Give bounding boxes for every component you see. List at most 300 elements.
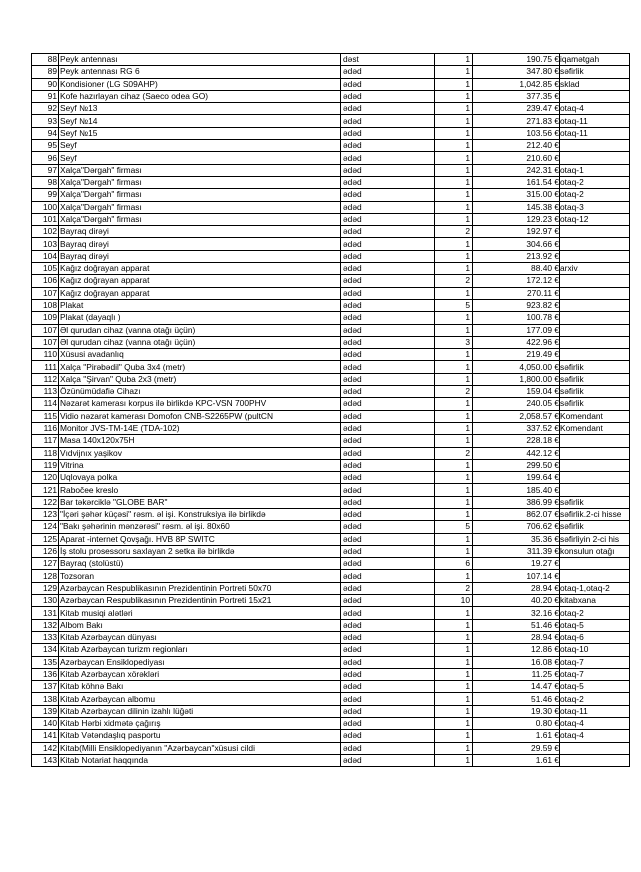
item-name-cell: Kondisioner (LG S09AHP): [59, 78, 341, 90]
table-row: [32, 595, 630, 607]
table-row: [32, 127, 630, 139]
row-number-cell: 107: [32, 287, 59, 299]
row-number-cell: 97: [32, 164, 59, 176]
location-cell: [560, 312, 630, 324]
row-number-cell: 110: [32, 349, 59, 361]
item-name-cell: Tozsoran: [59, 570, 341, 582]
unit-cell: ədəd: [341, 558, 435, 570]
location-cell: [560, 484, 630, 496]
row-number-cell: 107: [32, 324, 59, 336]
price-cell: 377.35 €: [473, 90, 560, 102]
unit-cell: ədəd: [341, 115, 435, 127]
table-row: [32, 754, 630, 766]
unit-cell: ədəd: [341, 459, 435, 471]
item-name-cell: Azərbaycan Respublikasının Prezidentinin Portreti 50x70: [59, 582, 341, 594]
row-number-cell: 89: [32, 66, 59, 78]
inventory-table: [31, 53, 630, 767]
price-cell: 1.61 €: [473, 730, 560, 742]
price-cell: 271.83 €: [473, 115, 560, 127]
row-number-cell: 143: [32, 754, 59, 766]
price-cell: 19.30 €: [473, 705, 560, 717]
row-number-cell: 93: [32, 115, 59, 127]
item-name-cell: Plakat (dayaqlı ): [59, 312, 341, 324]
quantity-cell: 2: [435, 386, 473, 398]
quantity-cell: 1: [435, 103, 473, 115]
price-cell: 51.46 €: [473, 619, 560, 631]
location-cell: [560, 324, 630, 336]
item-name-cell: Xalça"Dərgah" firması: [59, 164, 341, 176]
row-number-cell: 120: [32, 472, 59, 484]
row-number-cell: 114: [32, 398, 59, 410]
unit-cell: ədəd: [341, 386, 435, 398]
location-cell: [560, 250, 630, 262]
unit-cell: ədəd: [341, 742, 435, 754]
price-cell: 923.82 €: [473, 299, 560, 311]
location-cell: otaq-4: [560, 103, 630, 115]
location-cell: otaq-12: [560, 213, 630, 225]
location-cell: səfirliyin 2-ci his: [560, 533, 630, 545]
unit-cell: ədəd: [341, 435, 435, 447]
location-cell: [560, 275, 630, 287]
item-name-cell: Kağız doğrayan apparat: [59, 287, 341, 299]
quantity-cell: 1: [435, 78, 473, 90]
quantity-cell: 1: [435, 54, 473, 66]
table-row: [32, 90, 630, 102]
table-row: [32, 103, 630, 115]
table-row: [32, 66, 630, 78]
quantity-cell: 1: [435, 127, 473, 139]
unit-cell: ədəd: [341, 693, 435, 705]
table-row: [32, 312, 630, 324]
location-cell: otaq-7: [560, 668, 630, 680]
location-cell: [560, 226, 630, 238]
row-number-cell: 134: [32, 644, 59, 656]
table-row: [32, 656, 630, 668]
quantity-cell: 1: [435, 410, 473, 422]
location-cell: [560, 238, 630, 250]
price-cell: 240.05 €: [473, 398, 560, 410]
location-cell: [560, 349, 630, 361]
unit-cell: ədəd: [341, 140, 435, 152]
unit-cell: ədəd: [341, 127, 435, 139]
quantity-cell: 1: [435, 287, 473, 299]
location-cell: [560, 472, 630, 484]
unit-cell: ədəd: [341, 484, 435, 496]
location-cell: konsulun otağı: [560, 545, 630, 557]
item-name-cell: Xalça"Dərgah" firması: [59, 189, 341, 201]
location-cell: [560, 435, 630, 447]
row-number-cell: 136: [32, 668, 59, 680]
row-number-cell: 112: [32, 373, 59, 385]
location-cell: səfirlik: [560, 361, 630, 373]
location-cell: [560, 299, 630, 311]
unit-cell: ədəd: [341, 533, 435, 545]
row-number-cell: 119: [32, 459, 59, 471]
row-number-cell: 109: [32, 312, 59, 324]
item-name-cell: İş stolu prosessoru saxlayan 2 setka ilə birlikdə: [59, 545, 341, 557]
item-name-cell: Bayraq (stolüstü): [59, 558, 341, 570]
row-number-cell: 132: [32, 619, 59, 631]
item-name-cell: Masa 140x120x75H: [59, 435, 341, 447]
quantity-cell: 1: [435, 90, 473, 102]
table-row: [32, 693, 630, 705]
item-name-cell: Peyk antennası RG 6: [59, 66, 341, 78]
row-number-cell: 141: [32, 730, 59, 742]
unit-cell: ədəd: [341, 275, 435, 287]
quantity-cell: 1: [435, 176, 473, 188]
item-name-cell: Albom Bakı: [59, 619, 341, 631]
row-number-cell: 124: [32, 521, 59, 533]
quantity-cell: 1: [435, 754, 473, 766]
unit-cell: ədəd: [341, 336, 435, 348]
table-row: [32, 521, 630, 533]
table-row: [32, 533, 630, 545]
row-number-cell: 95: [32, 140, 59, 152]
price-cell: 386.99 €: [473, 496, 560, 508]
row-number-cell: 115: [32, 410, 59, 422]
quantity-cell: 1: [435, 312, 473, 324]
table-row: [32, 607, 630, 619]
price-cell: 1,800.00 €: [473, 373, 560, 385]
location-cell: Komendant: [560, 422, 630, 434]
table-row: [32, 484, 630, 496]
price-cell: 212.40 €: [473, 140, 560, 152]
item-name-cell: Kağız doğrayan apparat: [59, 263, 341, 275]
unit-cell: ədəd: [341, 398, 435, 410]
item-name-cell: Kitab Azərbaycan dilinin izahlı lüğəti: [59, 705, 341, 717]
row-number-cell: 133: [32, 631, 59, 643]
table-row: [32, 336, 630, 348]
row-number-cell: 139: [32, 705, 59, 717]
item-name-cell: "Bakı şəhərinin mənzərəsi" rəsm. əl işi. 80x60: [59, 521, 341, 533]
unit-cell: ədəd: [341, 78, 435, 90]
location-cell: kitabxana: [560, 595, 630, 607]
location-cell: səfirlik: [560, 521, 630, 533]
location-cell: [560, 336, 630, 348]
price-cell: 442.12 €: [473, 447, 560, 459]
unit-cell: ədəd: [341, 422, 435, 434]
row-number-cell: 125: [32, 533, 59, 545]
price-cell: 199.64 €: [473, 472, 560, 484]
quantity-cell: 3: [435, 336, 473, 348]
item-name-cell: Əl qurudan cihaz (vanna otağı üçün): [59, 324, 341, 336]
location-cell: [560, 558, 630, 570]
unit-cell: ədəd: [341, 263, 435, 275]
table-row: [32, 299, 630, 311]
unit-cell: ədəd: [341, 373, 435, 385]
row-number-cell: 113: [32, 386, 59, 398]
price-cell: 337.52 €: [473, 422, 560, 434]
table-row: [32, 742, 630, 754]
row-number-cell: 135: [32, 656, 59, 668]
table-row: [32, 78, 630, 90]
table-row: [32, 582, 630, 594]
table-row: [32, 508, 630, 520]
item-name-cell: Bayraq dirəyi: [59, 238, 341, 250]
location-cell: səfirlik: [560, 496, 630, 508]
unit-cell: ədəd: [341, 103, 435, 115]
unit-cell: ədəd: [341, 189, 435, 201]
row-number-cell: 100: [32, 201, 59, 213]
quantity-cell: 1: [435, 140, 473, 152]
unit-cell: ədəd: [341, 361, 435, 373]
price-cell: 239.47 €: [473, 103, 560, 115]
unit-cell: ədəd: [341, 176, 435, 188]
quantity-cell: 1: [435, 705, 473, 717]
row-number-cell: 88: [32, 54, 59, 66]
unit-cell: ədəd: [341, 312, 435, 324]
row-number-cell: 127: [32, 558, 59, 570]
location-cell: otaq-2: [560, 176, 630, 188]
row-number-cell: 137: [32, 681, 59, 693]
quantity-cell: 1: [435, 656, 473, 668]
row-number-cell: 102: [32, 226, 59, 238]
location-cell: səfirlik.2-ci hisse: [560, 508, 630, 520]
price-cell: 270.11 €: [473, 287, 560, 299]
row-number-cell: 121: [32, 484, 59, 496]
price-cell: 213.92 €: [473, 250, 560, 262]
item-name-cell: Vitrina: [59, 459, 341, 471]
unit-cell: ədəd: [341, 595, 435, 607]
table-row: [32, 631, 630, 643]
price-cell: 32.16 €: [473, 607, 560, 619]
unit-cell: ədəd: [341, 496, 435, 508]
unit-cell: dəst: [341, 54, 435, 66]
quantity-cell: 5: [435, 299, 473, 311]
quantity-cell: 1: [435, 619, 473, 631]
quantity-cell: 1: [435, 189, 473, 201]
row-number-cell: 108: [32, 299, 59, 311]
row-number-cell: 106: [32, 275, 59, 287]
table-row: [32, 435, 630, 447]
location-cell: [560, 140, 630, 152]
quantity-cell: 1: [435, 718, 473, 730]
item-name-cell: Plakat: [59, 299, 341, 311]
quantity-cell: 1: [435, 545, 473, 557]
row-number-cell: 99: [32, 189, 59, 201]
row-number-cell: 122: [32, 496, 59, 508]
item-name-cell: Vidio nəzarət kamerası Domofon CNB-S2265PW (pultCN: [59, 410, 341, 422]
price-cell: 242.31 €: [473, 164, 560, 176]
item-name-cell: Kitab Notariat haqqında: [59, 754, 341, 766]
price-cell: 299.50 €: [473, 459, 560, 471]
quantity-cell: 1: [435, 459, 473, 471]
table-row: [32, 176, 630, 188]
item-name-cell: Azərbaycan Respublikasının Prezidentinin Portreti 15x21: [59, 595, 341, 607]
table-row: [32, 201, 630, 213]
location-cell: otaq-11: [560, 127, 630, 139]
table-row: [32, 164, 630, 176]
table-row: [32, 718, 630, 730]
quantity-cell: 1: [435, 373, 473, 385]
location-cell: Komendant: [560, 410, 630, 422]
table-row: [32, 324, 630, 336]
location-cell: otaq-2: [560, 189, 630, 201]
price-cell: 422.96 €: [473, 336, 560, 348]
quantity-cell: 1: [435, 164, 473, 176]
row-number-cell: 129: [32, 582, 59, 594]
unit-cell: ədəd: [341, 164, 435, 176]
location-cell: otaq-3: [560, 201, 630, 213]
price-cell: 228.18 €: [473, 435, 560, 447]
table-row: [32, 730, 630, 742]
unit-cell: ədəd: [341, 66, 435, 78]
unit-cell: ədəd: [341, 349, 435, 361]
unit-cell: ədəd: [341, 201, 435, 213]
location-cell: otaq-6: [560, 631, 630, 643]
quantity-cell: 1: [435, 508, 473, 520]
row-number-cell: 105: [32, 263, 59, 275]
unit-cell: ədəd: [341, 226, 435, 238]
unit-cell: ədəd: [341, 570, 435, 582]
quantity-cell: 1: [435, 152, 473, 164]
item-name-cell: Peyk antennası: [59, 54, 341, 66]
item-name-cell: Xüsusi avadanlıq: [59, 349, 341, 361]
quantity-cell: 1: [435, 472, 473, 484]
quantity-cell: 1: [435, 730, 473, 742]
location-cell: otaq-1,otaq-2: [560, 582, 630, 594]
unit-cell: ədəd: [341, 631, 435, 643]
price-cell: 219.49 €: [473, 349, 560, 361]
table-row: [32, 459, 630, 471]
quantity-cell: 1: [435, 607, 473, 619]
price-cell: 88.40 €: [473, 263, 560, 275]
price-cell: 16.08 €: [473, 656, 560, 668]
row-number-cell: 131: [32, 607, 59, 619]
row-number-cell: 96: [32, 152, 59, 164]
unit-cell: ədəd: [341, 324, 435, 336]
item-name-cell: Nəzarət kamerası korpus ilə birlikdə KPC-VSN 700PHV: [59, 398, 341, 410]
table-row: [32, 115, 630, 127]
price-cell: 51.46 €: [473, 693, 560, 705]
item-name-cell: Özünümüdafiə Cihazı: [59, 386, 341, 398]
price-cell: 12.86 €: [473, 644, 560, 656]
item-name-cell: Seyf №14: [59, 115, 341, 127]
table-row: [32, 238, 630, 250]
quantity-cell: 1: [435, 349, 473, 361]
row-number-cell: 92: [32, 103, 59, 115]
row-number-cell: 111: [32, 361, 59, 373]
item-name-cell: "İçəri şəhər küçəsi" rəsm. əl işi. Konstruksiya ilə birlikdə: [59, 508, 341, 520]
unit-cell: ədəd: [341, 521, 435, 533]
price-cell: 311.39 €: [473, 545, 560, 557]
item-name-cell: Monitor JVS-TM-14E (TDA-102): [59, 422, 341, 434]
table-row: [32, 373, 630, 385]
price-cell: 4,050.00 €: [473, 361, 560, 373]
row-number-cell: 142: [32, 742, 59, 754]
table-row: [32, 213, 630, 225]
table-row: [32, 496, 630, 508]
item-name-cell: Kitab Azərbaycan turizm regionları: [59, 644, 341, 656]
unit-cell: ədəd: [341, 213, 435, 225]
table-row: [32, 152, 630, 164]
row-number-cell: 107: [32, 336, 59, 348]
location-cell: otaq-7: [560, 656, 630, 668]
price-cell: 145.38 €: [473, 201, 560, 213]
quantity-cell: 2: [435, 226, 473, 238]
row-number-cell: 90: [32, 78, 59, 90]
quantity-cell: 1: [435, 115, 473, 127]
item-name-cell: Xalça "Pirəbədil" Quba 3x4 (metr): [59, 361, 341, 373]
table-row: [32, 681, 630, 693]
table-row: [32, 447, 630, 459]
table-row: [32, 545, 630, 557]
location-cell: [560, 152, 630, 164]
location-cell: səfirlik: [560, 386, 630, 398]
table-row: [32, 226, 630, 238]
item-name-cell: Kağız doğrayan apparat: [59, 275, 341, 287]
price-cell: 161.54 €: [473, 176, 560, 188]
table-row: [32, 472, 630, 484]
price-cell: 177.09 €: [473, 324, 560, 336]
row-number-cell: 104: [32, 250, 59, 262]
row-number-cell: 103: [32, 238, 59, 250]
inventory-table-body: [32, 54, 630, 767]
location-cell: [560, 90, 630, 102]
item-name-cell: Azərbaycan Ensiklopediyası: [59, 656, 341, 668]
item-name-cell: Seyf №13: [59, 103, 341, 115]
price-cell: 304.66 €: [473, 238, 560, 250]
quantity-cell: 2: [435, 582, 473, 594]
item-name-cell: Aparat -internet Qovşağı. HVB 8P SWITC: [59, 533, 341, 545]
item-name-cell: Kitab Azərbaycan albomu: [59, 693, 341, 705]
location-cell: otaq-5: [560, 681, 630, 693]
row-number-cell: 98: [32, 176, 59, 188]
row-number-cell: 94: [32, 127, 59, 139]
item-name-cell: Kitab Azərbaycan xörəkləri: [59, 668, 341, 680]
price-cell: 185.40 €: [473, 484, 560, 496]
location-cell: iqamətgah: [560, 54, 630, 66]
item-name-cell: Rabočee kreslo: [59, 484, 341, 496]
location-cell: otaq-2: [560, 607, 630, 619]
quantity-cell: 1: [435, 496, 473, 508]
unit-cell: ədəd: [341, 299, 435, 311]
table-row: [32, 410, 630, 422]
unit-cell: ədəd: [341, 681, 435, 693]
price-cell: 706.62 €: [473, 521, 560, 533]
item-name-cell: Kitab Hərbi xidmətə çağırış: [59, 718, 341, 730]
price-cell: 11.25 €: [473, 668, 560, 680]
table-row: [32, 386, 630, 398]
quantity-cell: 2: [435, 447, 473, 459]
location-cell: arxiv: [560, 263, 630, 275]
table-row: [32, 558, 630, 570]
price-cell: 29.59 €: [473, 742, 560, 754]
unit-cell: ədəd: [341, 472, 435, 484]
location-cell: [560, 754, 630, 766]
item-name-cell: Kitab(Milli Ensiklopediyanın "Azərbaycan"xüsusi cildi: [59, 742, 341, 754]
quantity-cell: 1: [435, 681, 473, 693]
table-row: [32, 570, 630, 582]
quantity-cell: 5: [435, 521, 473, 533]
quantity-cell: 1: [435, 201, 473, 213]
location-cell: səfirlik: [560, 373, 630, 385]
item-name-cell: Kofe hazırlayan cihaz (Saeco odea GO): [59, 90, 341, 102]
quantity-cell: 1: [435, 693, 473, 705]
row-number-cell: 138: [32, 693, 59, 705]
unit-cell: ədəd: [341, 644, 435, 656]
unit-cell: ədəd: [341, 508, 435, 520]
unit-cell: ədəd: [341, 730, 435, 742]
row-number-cell: 116: [32, 422, 59, 434]
quantity-cell: 1: [435, 213, 473, 225]
unit-cell: ədəd: [341, 718, 435, 730]
location-cell: otaq-1: [560, 164, 630, 176]
item-name-cell: Xalça"Dərgah" firması: [59, 176, 341, 188]
location-cell: otaq-4: [560, 718, 630, 730]
quantity-cell: 1: [435, 644, 473, 656]
price-cell: 14.47 €: [473, 681, 560, 693]
